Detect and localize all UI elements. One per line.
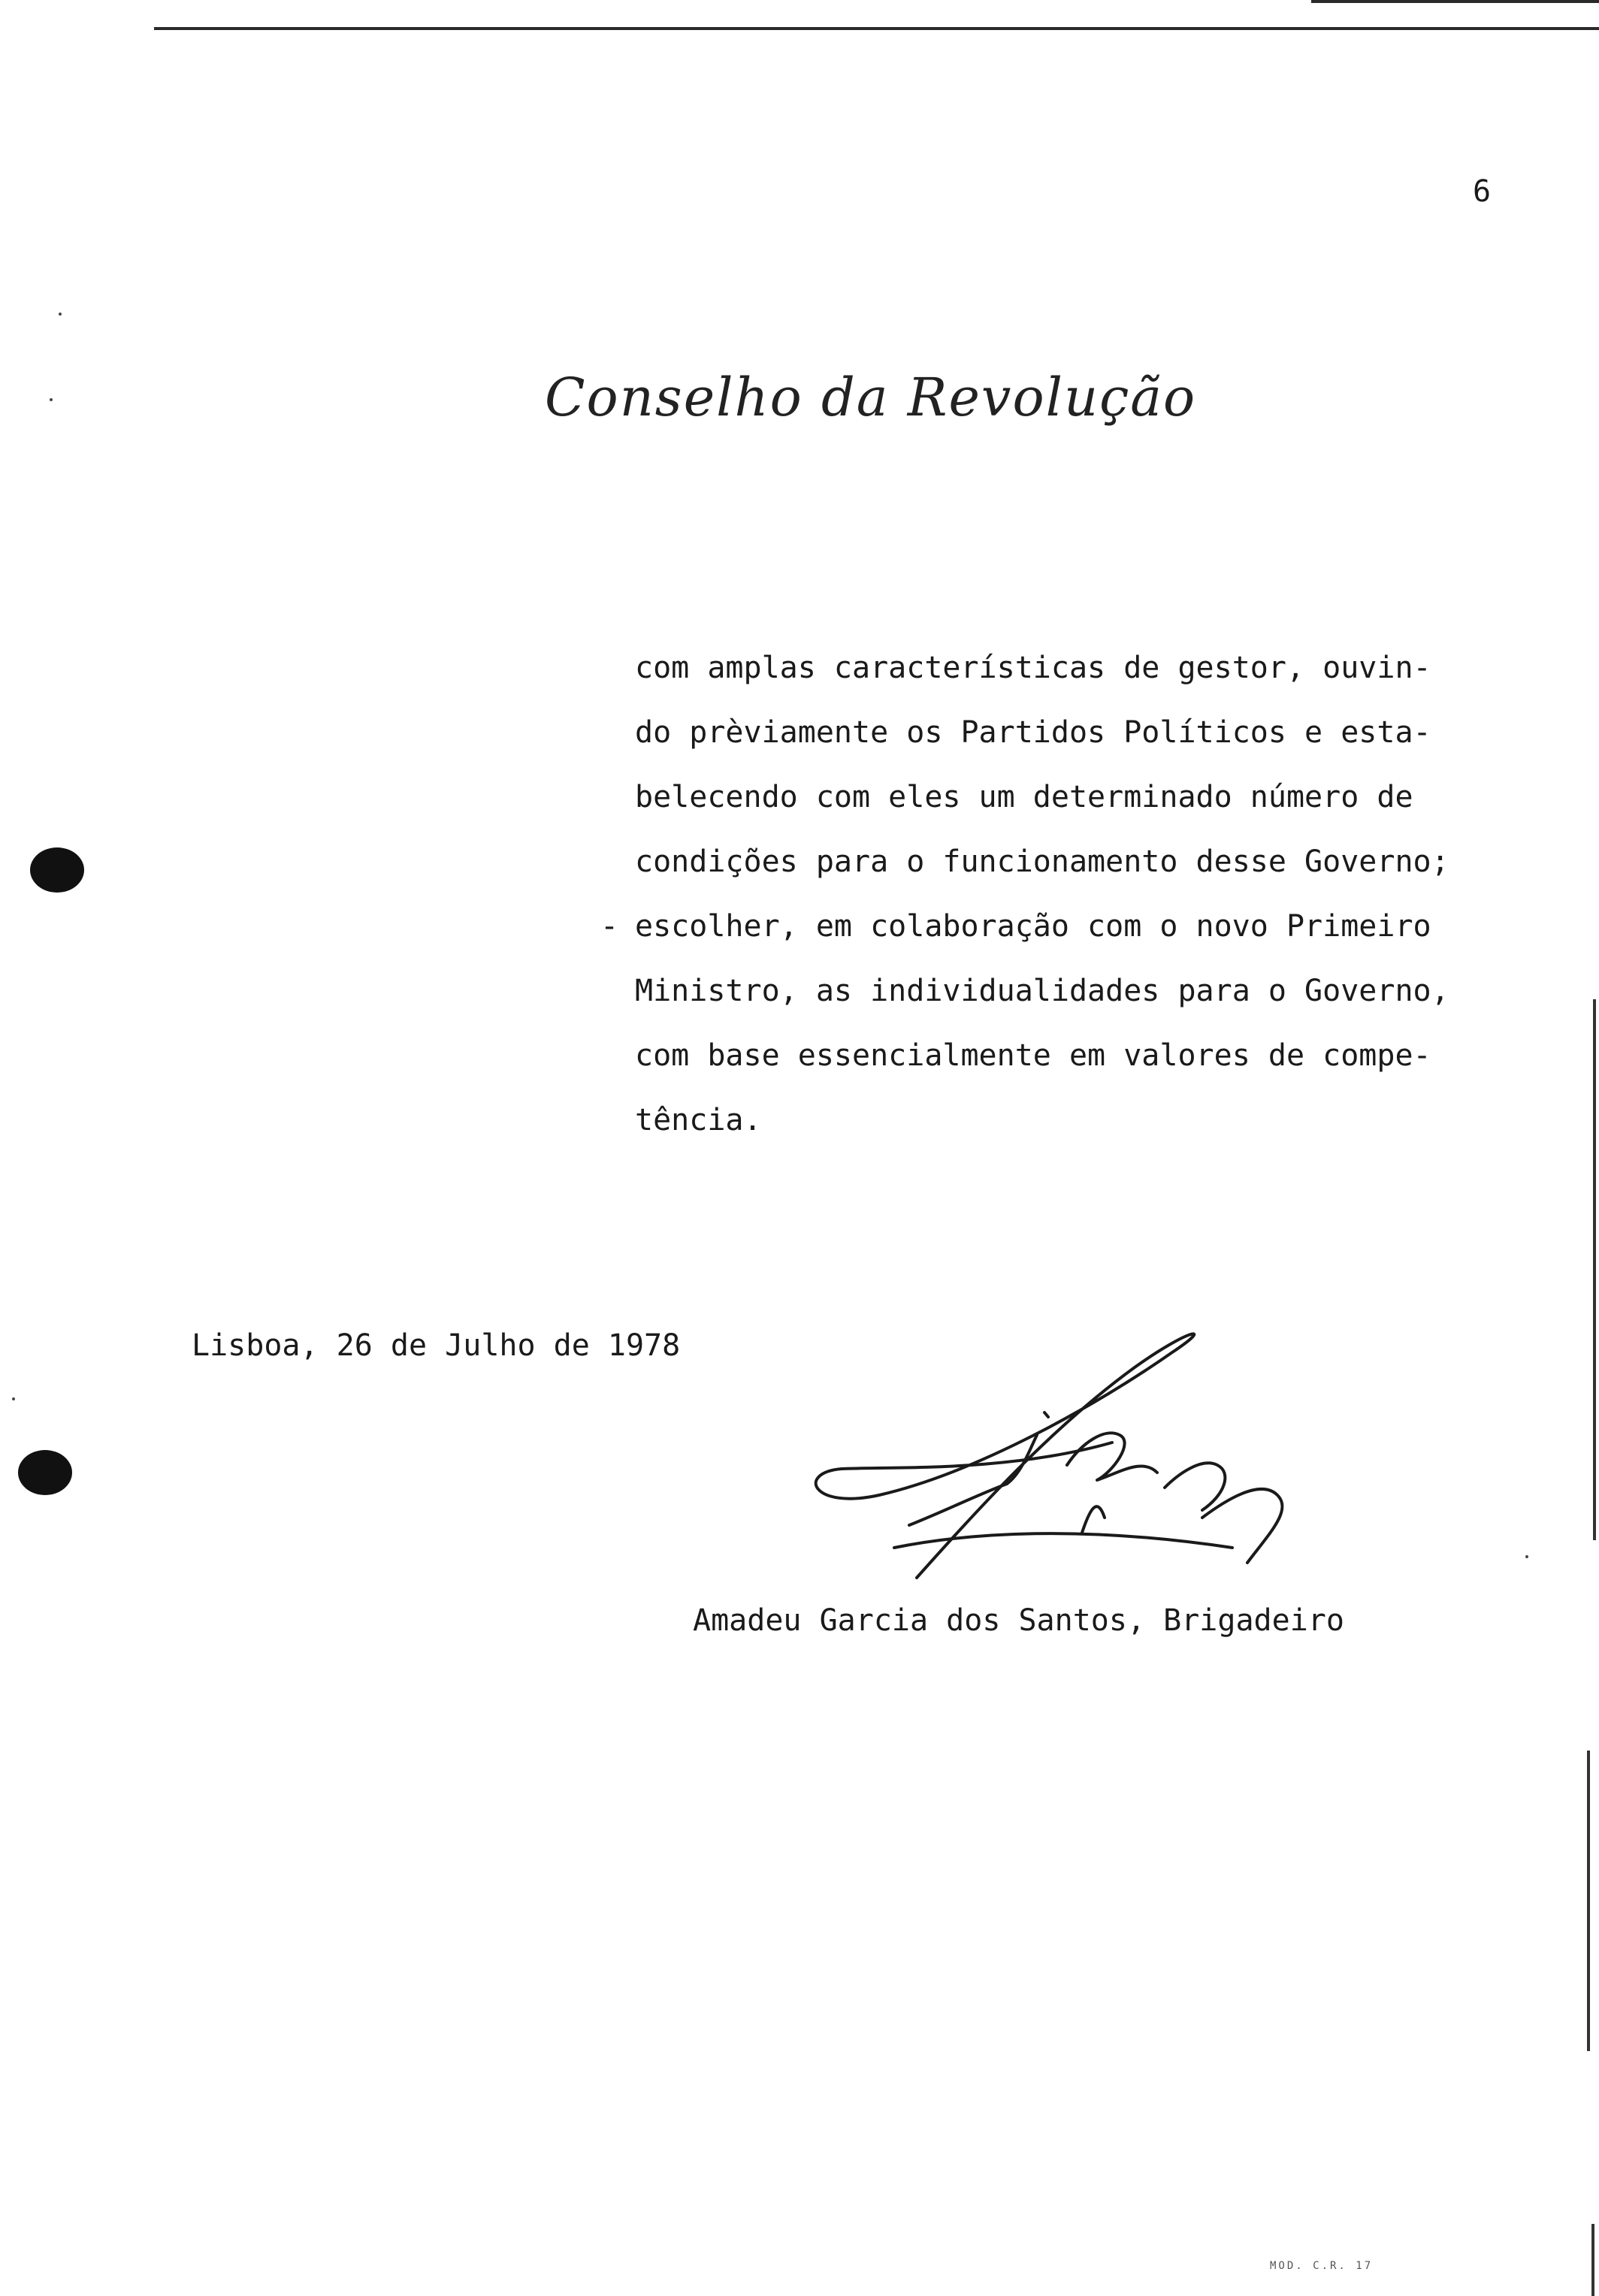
form-code: MOD. C.R. 17	[1270, 2260, 1374, 2272]
top-rule-secondary	[1311, 0, 1599, 3]
body-line: tência.	[635, 1103, 762, 1137]
punch-hole-lower	[18, 1450, 72, 1495]
right-edge-mark	[1593, 999, 1596, 1540]
body-line: do prèviamente os Partidos Políticos e esta-	[635, 715, 1431, 750]
scan-speck	[1525, 1555, 1528, 1558]
letterhead-title: Conselho da Revolução	[545, 367, 1197, 428]
scan-speck	[12, 1397, 15, 1400]
handwritten-signature	[781, 1322, 1322, 1593]
scan-speck	[50, 398, 53, 401]
right-edge-mark	[1591, 2224, 1594, 2296]
body-line: belecendo com eles um determinado número de	[635, 780, 1413, 814]
scan-speck	[59, 313, 62, 316]
list-dash: -	[600, 909, 619, 944]
body-line: condições para o funcionamento desse Governo;	[635, 844, 1449, 879]
top-rule	[154, 27, 1599, 30]
right-edge-mark	[1587, 1751, 1590, 2051]
dateline: Lisboa, 26 de Julho de 1978	[192, 1328, 681, 1363]
body-line: escolher, em colaboração com o novo Primeiro	[635, 909, 1431, 944]
body-line: com amplas características de gestor, ouvin-	[635, 651, 1431, 685]
signer-name: Amadeu Garcia dos Santos, Brigadeiro	[693, 1603, 1344, 1638]
body-line: com base essencialmente em valores de compe-	[635, 1038, 1431, 1073]
page-number: 6	[1473, 174, 1492, 209]
punch-hole-upper	[30, 847, 84, 893]
body-line: Ministro, as individualidades para o Governo,	[635, 974, 1449, 1008]
list-item-line	[600, 909, 1431, 944]
